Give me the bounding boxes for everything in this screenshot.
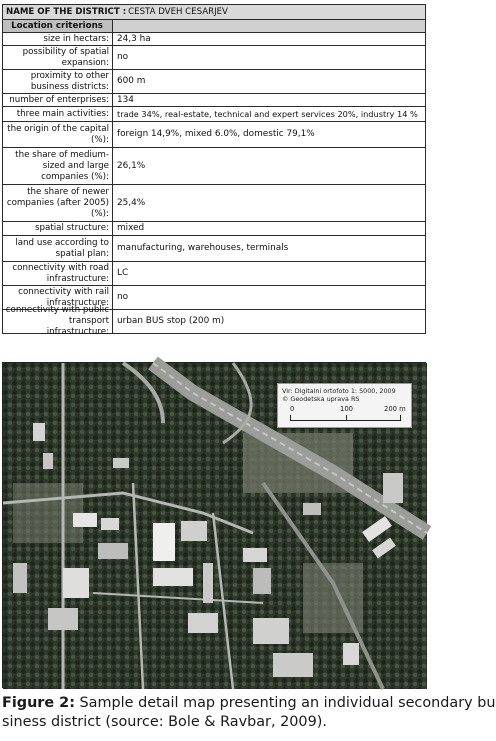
row-value: 24,3 ha (117, 33, 151, 44)
row-value: 25,4% (117, 197, 146, 208)
scale-labels (282, 405, 407, 414)
figure-caption (2, 694, 496, 732)
row-label: land use according to spatial plan: (3, 236, 113, 261)
table-row (3, 106, 425, 121)
criteria-header-blank (113, 20, 425, 32)
table-row (3, 32, 425, 45)
table-row (3, 69, 425, 93)
row-label: the share of newer companies (after 2005) (%): (3, 185, 113, 221)
caption-line-2: siness district (source: Bole & Ravbar, 2009). (2, 714, 327, 730)
row-label: three main activities: (3, 107, 113, 121)
row-label: connectivity with road infrastructure: (3, 262, 113, 285)
table-row (3, 305, 425, 337)
table-row (3, 235, 425, 261)
row-label: connectivity with rail infrastructure: (3, 286, 113, 309)
table-row (3, 45, 425, 69)
scale-label: 0 (290, 405, 295, 413)
row-label: proximity to other business districts: (3, 70, 113, 93)
row-label: size in hectars: (3, 33, 113, 45)
district-name-label: NAME OF THE DISTRICT : (6, 7, 127, 17)
caption-line-1: Sample detail map presenting an individual secondary bu (79, 695, 496, 711)
row-value: no (117, 52, 129, 62)
figure-label: Figure 2: (2, 695, 75, 711)
row-label: number of enterprises: (3, 94, 113, 106)
district-criteria-table (2, 4, 426, 337)
row-value: 26,1% (117, 160, 146, 171)
district-name-value: CESTA DVEH CESARJEV (128, 7, 228, 17)
table-row (3, 121, 425, 147)
row-value: LC (117, 268, 129, 278)
aerial-map (2, 362, 426, 688)
scale-bar (290, 414, 401, 421)
scale-label: 200 m (384, 405, 406, 413)
row-value: mixed (117, 223, 145, 233)
criteria-header: Location criterions (3, 20, 113, 32)
map-source-legend (277, 383, 412, 428)
row-value: 134 (117, 94, 134, 105)
table-header-row (3, 19, 425, 32)
table-row (3, 147, 425, 184)
map-copyright-text: © Geodetska uprava RS (282, 395, 360, 403)
row-label: possibility of spatial expansion: (3, 46, 113, 69)
row-value: foreign 14,9%, mixed 6.0%, domestic 79,1% (117, 129, 315, 139)
table-row (3, 93, 425, 106)
scale-label: 100 (340, 405, 353, 413)
row-value: no (117, 292, 129, 302)
table-title-row (3, 5, 425, 19)
map-source-text: Vir: Digitalni ortofoto 1: 5000, 2009 (282, 387, 396, 395)
table-row (3, 221, 425, 235)
row-value: manufacturing, warehouses, terminals (117, 243, 289, 253)
row-value: urban BUS stop (200 m) (117, 316, 225, 326)
row-value: trade 34%, real-estate, technical and expert services 20%, industry 14 % (117, 108, 418, 119)
table-row (3, 184, 425, 221)
table-row (3, 261, 425, 285)
row-label: the origin of the capital (%): (3, 122, 113, 147)
row-label: the share of medium-sized and large companies (%): (3, 148, 113, 184)
row-value: 600 m (117, 76, 146, 86)
row-label: connectivity with public transport infrastructure: (3, 310, 113, 333)
row-label: spatial structure: (3, 222, 113, 235)
